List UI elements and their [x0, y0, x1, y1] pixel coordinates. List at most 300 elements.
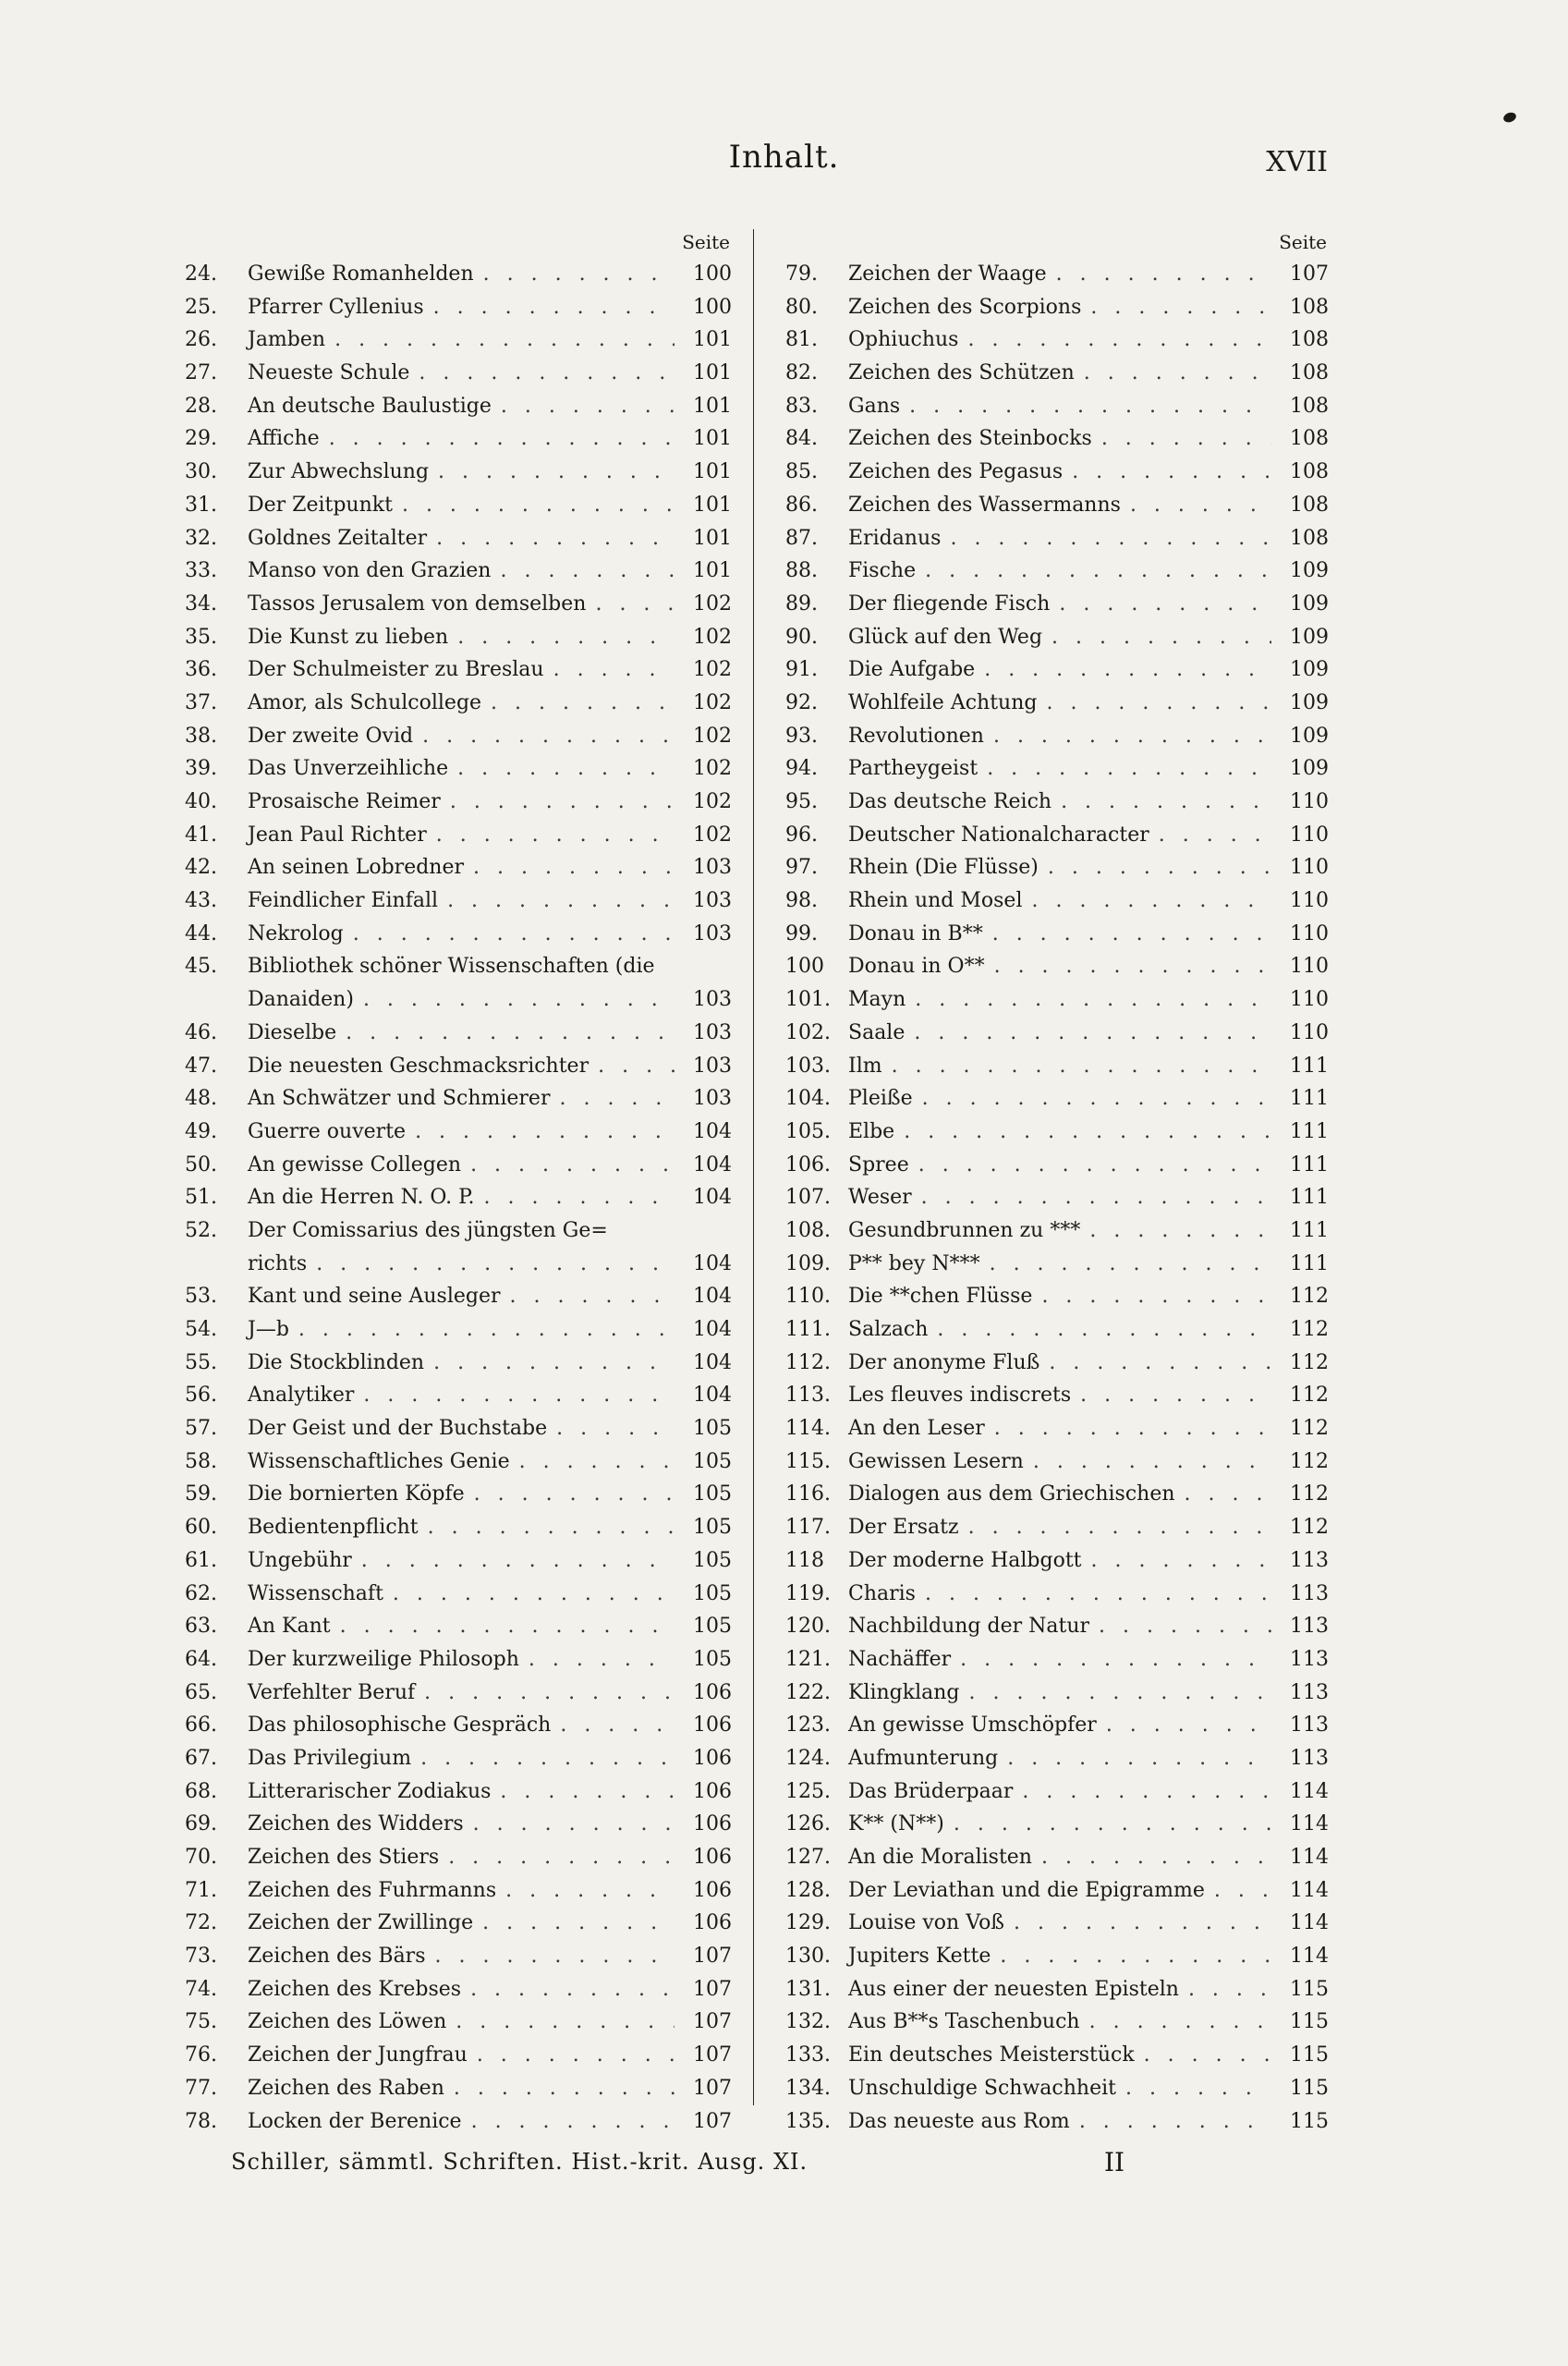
entry-number: 42.	[185, 856, 217, 880]
dot-leader	[1144, 2039, 1271, 2072]
entry-title: Der Schulmeister zu Breslau	[248, 658, 544, 682]
toc-entry	[785, 1677, 1329, 1710]
entry-page: 106	[693, 1680, 732, 1704]
dot-leader	[960, 1643, 1271, 1677]
dot-leader	[967, 323, 1271, 357]
dot-leader	[447, 884, 675, 918]
entry-page: 110	[1290, 955, 1329, 979]
entry-title: Louise von Voß	[848, 1911, 1005, 1935]
entry-number: 78.	[185, 2109, 217, 2133]
entry-title: Fische	[848, 559, 917, 583]
entry-title: An gewisse Collegen	[248, 1153, 462, 1177]
entry-title: Der Leviathan und die Epigramme	[848, 1878, 1205, 1902]
dot-leader	[448, 1841, 675, 1874]
entry-number: 56.	[185, 1384, 217, 1408]
entry-page: 110	[1290, 790, 1329, 813]
entry-page: 102	[693, 592, 732, 616]
entry-number: 85.	[785, 460, 818, 484]
dot-leader	[1130, 489, 1271, 522]
entry-number: 110.	[785, 1285, 831, 1309]
entry-number: 87.	[785, 526, 818, 550]
entry-title: Der anonyme Fluß	[848, 1350, 1040, 1374]
toc-entry	[785, 720, 1329, 753]
toc-entry	[185, 687, 732, 720]
entry-number: 46.	[185, 1020, 217, 1044]
toc-entry	[185, 1643, 732, 1677]
entry-page: 114	[1290, 1779, 1329, 1803]
entry-number: 45.	[185, 955, 217, 979]
toc-entry	[185, 851, 732, 884]
toc-entry	[185, 1874, 732, 1908]
entry-title: Zeichen des Schützen	[848, 361, 1075, 385]
toc-entry	[185, 1478, 732, 1511]
entry-number: 97.	[785, 856, 818, 880]
entry-title: Aufmunterung	[848, 1746, 999, 1770]
entry-title: K** (N**)	[848, 1812, 944, 1836]
toc-entry	[185, 950, 732, 983]
entry-page: 102	[693, 658, 732, 682]
entry-page: 108	[1290, 328, 1329, 352]
toc-entry	[785, 1313, 1329, 1347]
toc-entry	[185, 1017, 732, 1050]
entry-number: 31.	[185, 493, 217, 517]
signature-mark: II	[1104, 2147, 1125, 2177]
column-divider	[753, 229, 754, 2105]
entry-page: 111	[1290, 1186, 1329, 1210]
entry-number: 59.	[185, 1482, 217, 1506]
entry-page: 109	[1290, 559, 1329, 583]
entry-number: 103.	[785, 1054, 831, 1078]
dot-leader	[990, 1248, 1271, 1281]
entry-title: Der Geist und der Buchstabe	[248, 1417, 548, 1441]
entry-number: 34.	[185, 592, 217, 616]
entry-number: 125.	[785, 1779, 831, 1803]
dot-leader	[954, 1808, 1271, 1841]
entry-title: Das deutsche Reich	[848, 790, 1052, 813]
entry-page: 100	[693, 262, 732, 286]
entry-page: 107	[693, 1945, 732, 1969]
dot-leader	[363, 983, 675, 1017]
entry-number: 63.	[185, 1615, 217, 1639]
toc-entry	[785, 1544, 1329, 1578]
entry-number: 67.	[185, 1746, 217, 1770]
entry-number: 52.	[185, 1218, 217, 1242]
dot-leader	[553, 653, 675, 687]
toc-entry	[785, 1347, 1329, 1380]
entry-page: 102	[693, 690, 732, 714]
entry-title: Jupiters Kette	[848, 1945, 991, 1969]
dot-leader	[483, 258, 675, 291]
dot-leader	[918, 1149, 1271, 1182]
dot-leader	[1079, 2105, 1271, 2139]
toc-entry	[785, 1874, 1329, 1908]
entry-page: 113	[1290, 1746, 1329, 1770]
entry-page: 103	[693, 856, 732, 880]
entry-number: 107.	[785, 1186, 831, 1210]
dot-leader	[436, 819, 675, 852]
entry-title: An deutsche Baulustige	[248, 394, 492, 418]
entry-title: Spree	[848, 1153, 909, 1177]
dot-leader	[909, 390, 1271, 423]
dot-leader	[992, 918, 1271, 951]
entry-title: Gewissen Lesern	[848, 1449, 1024, 1473]
entry-page: 102	[693, 823, 732, 847]
entry-title: Rhein (Die Flüsse)	[848, 856, 1039, 880]
entry-number: 57.	[185, 1417, 217, 1441]
dot-leader	[1089, 2006, 1271, 2039]
dot-leader	[346, 1017, 675, 1050]
entry-page: 108	[1290, 526, 1329, 550]
left-column	[185, 226, 732, 2138]
dot-leader	[473, 851, 675, 884]
entry-page: 113	[1290, 1680, 1329, 1704]
entry-page: 101	[693, 328, 732, 352]
entry-title: Zeichen des Raben	[248, 2076, 444, 2100]
entry-number: 40.	[185, 790, 217, 813]
entry-number: 27.	[185, 361, 217, 385]
ink-spot	[1502, 111, 1518, 124]
entry-number: 135.	[785, 2109, 831, 2133]
entry-number: 113.	[785, 1384, 831, 1408]
dot-leader	[491, 687, 675, 720]
entry-title: Ungebühr	[248, 1548, 352, 1572]
dot-leader	[500, 555, 675, 588]
entry-page: 107	[693, 2109, 732, 2133]
dot-leader	[994, 950, 1271, 983]
entry-number: 82.	[785, 361, 818, 385]
toc-entry	[185, 357, 732, 390]
entry-title: Charis	[848, 1581, 916, 1605]
entry-page: 112	[1290, 1384, 1329, 1408]
entry-title: Zeichen des Widders	[248, 1812, 464, 1836]
dot-leader	[892, 1050, 1271, 1083]
toc-entry	[785, 884, 1329, 918]
entry-title: An Kant	[248, 1615, 331, 1639]
toc-entry	[185, 489, 732, 522]
dot-leader	[1048, 851, 1271, 884]
entry-number: 72.	[185, 1911, 217, 1935]
entry-page: 101	[693, 493, 732, 517]
dot-leader	[1101, 422, 1271, 456]
entry-title: Danaiden)	[248, 988, 354, 1012]
entry-number: 66.	[185, 1714, 217, 1738]
toc-entry	[785, 456, 1329, 489]
dot-leader	[915, 983, 1271, 1017]
entry-number: 118	[785, 1548, 824, 1572]
dot-leader	[1046, 687, 1271, 720]
toc-entry	[185, 291, 732, 324]
entry-number: 106.	[785, 1153, 831, 1177]
dot-leader	[1041, 1841, 1271, 1874]
entry-title: Jean Paul Richter	[248, 823, 427, 847]
dot-leader	[1041, 1280, 1271, 1313]
dot-leader	[1084, 357, 1271, 390]
entry-page: 109	[1290, 690, 1329, 714]
entry-title: Kant und seine Ausleger	[248, 1285, 501, 1309]
entry-title: Nekrolog	[248, 921, 344, 945]
toc-entry	[785, 1709, 1329, 1742]
toc-entry	[185, 588, 732, 621]
dot-leader	[393, 1578, 675, 1611]
entry-number: 65.	[185, 1680, 217, 1704]
entry-title: Aus B**s Taschenbuch	[848, 2010, 1080, 2034]
entry-title: Glück auf den Weg	[848, 625, 1043, 649]
entry-number: 108.	[785, 1218, 831, 1242]
entry-title: Les fleuves indiscrets	[848, 1384, 1072, 1408]
dot-leader	[1061, 786, 1271, 819]
entry-title: Das philosophische Gespräch	[248, 1714, 552, 1738]
toc-entry	[185, 1181, 732, 1214]
toc-entry	[785, 258, 1329, 291]
dot-leader	[433, 291, 675, 324]
entry-title: Zeichen der Waage	[848, 262, 1047, 286]
entry-page: 111	[1290, 1251, 1329, 1275]
entry-title: Zeichen des Krebses	[248, 1977, 462, 2001]
entry-page: 112	[1290, 1417, 1329, 1441]
toc-entry	[785, 1973, 1329, 2006]
entry-number: 114.	[785, 1417, 831, 1441]
entry-page: 106	[693, 1846, 732, 1869]
entry-number: 131.	[785, 1977, 831, 2001]
dot-leader	[904, 1116, 1271, 1149]
toc-entry	[785, 390, 1329, 423]
dot-leader	[1000, 1940, 1271, 1973]
entry-page: 104	[693, 1285, 732, 1309]
dot-leader	[473, 1808, 675, 1841]
entry-title: Die neuesten Geschmacksrichter	[248, 1054, 590, 1078]
entry-number: 96.	[785, 823, 818, 847]
toc-entry	[785, 555, 1329, 588]
dot-leader	[501, 390, 675, 423]
dot-leader	[353, 918, 675, 951]
toc-entry	[185, 720, 732, 753]
toc-entry	[785, 1248, 1329, 1281]
entry-page: 106	[693, 1812, 732, 1836]
entry-page: 111	[1290, 1153, 1329, 1177]
entry-page: 107	[1290, 262, 1329, 286]
publication-footer: Schiller, sämmtl. Schriften. Hist.-krit. Ausg. XI.	[231, 2149, 808, 2175]
entry-title: Gewiße Romanhelden	[248, 262, 474, 286]
toc-entry	[185, 983, 732, 1017]
entry-title: Gans	[848, 394, 901, 418]
entry-page: 112	[1290, 1449, 1329, 1473]
dot-leader	[984, 653, 1271, 687]
entry-page: 109	[1290, 592, 1329, 616]
dot-leader	[994, 1412, 1271, 1445]
entry-title: Salzach	[848, 1318, 929, 1341]
entry-title: Die bornierten Köpfe	[248, 1482, 465, 1506]
entry-title: Der fliegende Fisch	[848, 592, 1051, 616]
toc-entry	[785, 786, 1329, 819]
dot-leader	[925, 555, 1271, 588]
toc-entry	[185, 1248, 732, 1281]
toc-entry	[185, 456, 732, 489]
entry-page: 115	[1290, 2076, 1329, 2100]
entry-page: 102	[693, 724, 732, 748]
entry-number: 68.	[185, 1779, 217, 1803]
toc-entry	[185, 522, 732, 555]
entry-title: Zeichen des Wassermanns	[848, 493, 1121, 517]
entry-number: 109.	[785, 1251, 831, 1275]
entry-page: 112	[1290, 1318, 1329, 1341]
dot-leader	[474, 1478, 675, 1511]
toc-entry	[185, 621, 732, 654]
toc-entry	[185, 555, 732, 588]
dot-leader	[1051, 621, 1271, 654]
entry-number: 120.	[785, 1615, 831, 1639]
entry-page: 106	[693, 1878, 732, 1902]
dot-leader	[456, 2006, 675, 2039]
toc-entry	[185, 1775, 732, 1809]
toc-entry	[185, 1544, 732, 1578]
entry-number: 86.	[785, 493, 818, 517]
entry-number: 127.	[785, 1846, 831, 1869]
entry-page: 111	[1290, 1119, 1329, 1143]
entry-page: 112	[1290, 1285, 1329, 1309]
dot-leader	[363, 1379, 675, 1412]
entry-number: 76.	[185, 2043, 217, 2067]
dot-leader	[422, 720, 675, 753]
entry-title: Dialogen aus dem Griechischen	[848, 1482, 1175, 1506]
dot-leader	[969, 1677, 1272, 1710]
entry-title: Rhein und Mosel	[848, 889, 1023, 913]
dot-leader	[595, 588, 675, 621]
toc-entry	[185, 1313, 732, 1347]
entry-number: 37.	[185, 690, 217, 714]
entry-number: 89.	[785, 592, 818, 616]
entry-title: Affiche	[248, 427, 320, 451]
entry-page: 108	[1290, 427, 1329, 451]
entry-number: 60.	[185, 1516, 217, 1540]
toc-entry	[785, 1478, 1329, 1511]
entry-page: 108	[1290, 361, 1329, 385]
entry-number: 24.	[185, 262, 217, 286]
entry-number: 50.	[185, 1153, 217, 1177]
dot-leader	[298, 1313, 675, 1347]
right-column	[785, 226, 1329, 2138]
entry-title: An seinen Lobredner	[248, 856, 465, 880]
entry-title: Locken der Berenice	[248, 2109, 462, 2133]
entry-page: 113	[1290, 1548, 1329, 1572]
entry-title: Zeichen der Jungfrau	[248, 2043, 468, 2067]
entry-title: Gesundbrunnen zu ***	[848, 1218, 1081, 1242]
entry-number: 51.	[185, 1186, 217, 1210]
entry-title: Das Unverzeihliche	[248, 757, 449, 781]
entry-title: Zeichen des Steinbocks	[848, 427, 1092, 451]
entry-number: 77.	[185, 2076, 217, 2100]
entry-title: Dieselbe	[248, 1020, 337, 1044]
dot-leader	[415, 1116, 675, 1149]
dot-leader	[454, 2072, 675, 2105]
dot-leader	[361, 1544, 675, 1578]
entry-number: 98.	[785, 889, 818, 913]
entry-number: 84.	[785, 427, 818, 451]
entry-page: 115	[1290, 1977, 1329, 2001]
dot-leader	[1214, 1874, 1271, 1908]
entry-number: 26.	[185, 328, 217, 352]
entry-number: 130.	[785, 1945, 831, 1969]
entry-title: Partheygeist	[848, 757, 978, 781]
toc-entry	[785, 291, 1329, 324]
entry-title: Feindlicher Einfall	[248, 889, 439, 913]
entry-title: Manso von den Grazien	[248, 559, 492, 583]
entry-title: Bibliothek schöner Wissenschaften (die	[248, 955, 655, 979]
dot-leader	[1049, 1347, 1271, 1380]
entry-number: 74.	[185, 1977, 217, 2001]
dot-leader	[1007, 1742, 1271, 1775]
toc-entry	[785, 687, 1329, 720]
toc-entry	[185, 918, 732, 951]
entry-title: Jamben	[248, 328, 326, 352]
dot-leader	[424, 1677, 675, 1710]
toc-entry	[185, 1082, 732, 1116]
entry-title: Der Zeitpunkt	[248, 493, 393, 517]
entry-title: Tassos Jerusalem von demselben	[248, 592, 587, 616]
entry-page: 112	[1290, 1516, 1329, 1540]
dot-leader	[316, 1248, 675, 1281]
entry-page: 106	[693, 1714, 732, 1738]
entry-page: 102	[693, 790, 732, 813]
dot-leader	[334, 323, 675, 357]
entry-page: 103	[693, 921, 732, 945]
dot-leader	[1022, 1775, 1271, 1809]
entry-page: 100	[693, 295, 732, 319]
toc-entry	[185, 1050, 732, 1083]
entry-number: 55.	[185, 1350, 217, 1374]
entry-title: Der Comissarius des jüngsten Ge=	[248, 1218, 608, 1242]
entry-page: 103	[693, 1020, 732, 1044]
dot-leader	[470, 1149, 675, 1182]
entry-number: 62.	[185, 1581, 217, 1605]
dot-leader	[1188, 1973, 1271, 2006]
entry-page: 105	[693, 1581, 732, 1605]
dot-leader	[950, 522, 1271, 555]
entry-number: 39.	[185, 757, 217, 781]
entry-title: Unschuldige Schwachheit	[848, 2076, 1116, 2100]
entry-page: 111	[1290, 1218, 1329, 1242]
entry-number: 102.	[785, 1020, 831, 1044]
entry-title: Wissenschaft	[248, 1581, 383, 1605]
entry-page: 102	[693, 625, 732, 649]
dot-leader	[1099, 1610, 1271, 1643]
entry-page: 115	[1290, 2043, 1329, 2067]
toc-entry	[785, 1643, 1329, 1677]
entry-title: Zeichen des Löwen	[248, 2010, 447, 2034]
toc-entry	[185, 2072, 732, 2105]
toc-entry	[185, 1445, 732, 1479]
entry-number: 91.	[785, 658, 818, 682]
toc-entry	[185, 1116, 732, 1149]
dot-leader	[1106, 1709, 1271, 1742]
entry-number: 35.	[185, 625, 217, 649]
dot-leader	[1033, 1445, 1271, 1479]
entry-title: Litterarischer Zodiakus	[248, 1779, 492, 1803]
toc-entry	[785, 2105, 1329, 2139]
entry-title: Nachbildung der Natur	[848, 1615, 1090, 1639]
entry-number: 83.	[785, 394, 818, 418]
entry-page: 106	[693, 1746, 732, 1770]
entry-number: 47.	[185, 1054, 217, 1078]
toc-entry	[785, 1841, 1329, 1874]
entry-page: 105	[693, 1615, 732, 1639]
dot-leader	[937, 1313, 1271, 1347]
entry-number: 101.	[785, 988, 831, 1012]
toc-entry	[185, 786, 732, 819]
entry-number: 32.	[185, 526, 217, 550]
entry-page: 103	[693, 1087, 732, 1111]
entry-number: 119.	[785, 1581, 831, 1605]
entry-number: 28.	[185, 394, 217, 418]
